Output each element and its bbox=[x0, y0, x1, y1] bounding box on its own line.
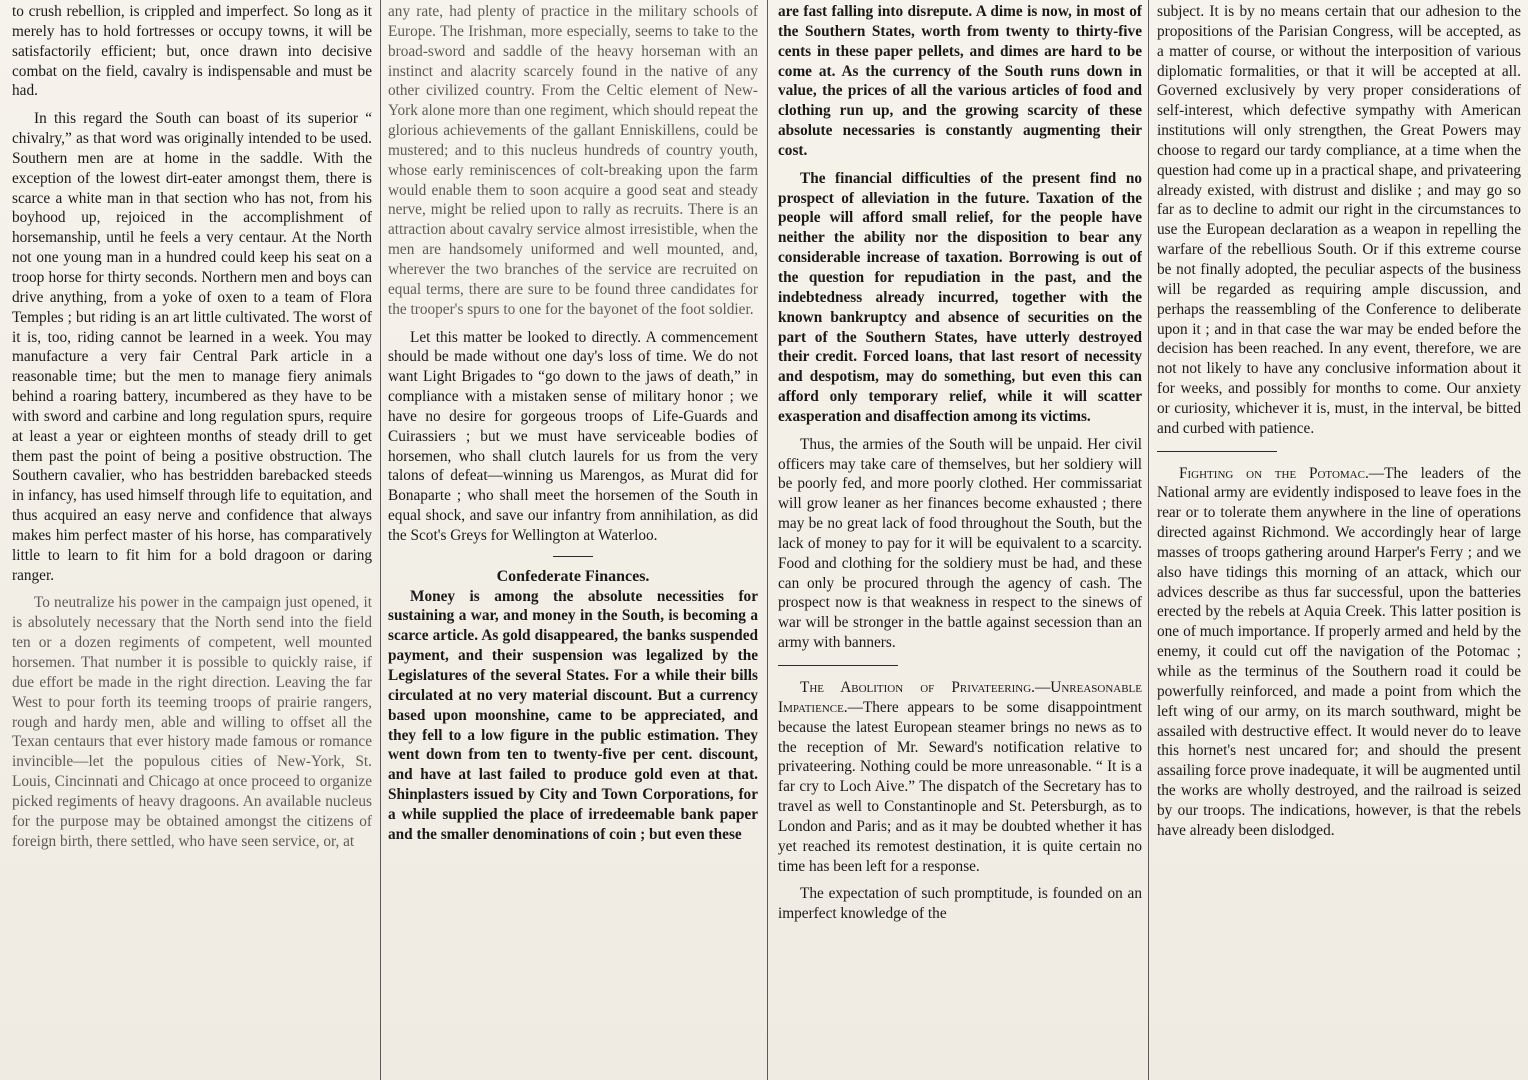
paragraph: In this regard the South can boast of its superior “ chivalry,” as that word was originally intended to be used. Southern men are at home in the saddle. With the exception of the lowest dirt-eater amongst them, there is scarce a white man in that section who has not, from his boyhood up, rejoiced in the accomplishment of horsemanship, until he feels a very centaur. At the North not one young man in a hundred could keep his seat on a troop horse for thirty seconds. Northern men and boys can drive anything, from a yoke of oxen to a team of Flora Temples ; but riding is an art little cultivated. The worst of it is, too, riding cannot be learned in a week. You may manufacture a very fair Central Park article in a reasonable time; but the men to manage fiery animals behind a roaring battery, incumbered as they have to be with sword and carbine and long regulation spurs, require at least a year or eighteen months of steady drill to get them past the point of being a positive obstruction. The Southern cavalier, who has bestridden barebacked steeds in infancy, has used himself through life to equitation, and thus acquired an easy nerve and confidence that always makes him perfect master of his horse, has comparatively little to learn to fit him for a bold dragoon or daring ranger. bbox=[12, 110, 372, 584]
column-2 bbox=[388, 2, 758, 1076]
paragraph: Money is among the absolute necessities for sustaining a war, and money in the South, is becoming a scarce article. As gold disappeared, the banks suspended payment, and their suspension was legalized by the Legislatures of the several States. For a while their bills circulated at no very material discount. But a currency based upon moonshine, came to be appreciated, and they fell to a low figure in the public estimation. They went down from ten to twenty-five per cent. discount, and have at last failed to produce gold even at that. Shinplasters issued by City and Town Corporations, for a while supplied the place of irredeemable bank paper and the smaller denominations of coin ; but even these bbox=[388, 587, 758, 843]
paragraph: Thus, the armies of the South will be unpaid. Her civil officers may take care of themselves, but her soldiery will be poorly fed, and more poorly clothed. Her commissariat will grow leaner as her finances become exhausted ; there may be no great lack of food throughout the South, but the lack of money to pay for it will be equivalent to a scarcity. Food and clothing for the soldiery must be had, and these can only be procured through the agency of cash. The prospect now is that weakness in respect to the sinews of war will be stronger in the battle against secession than an army with banners. bbox=[778, 435, 1142, 652]
article-separator bbox=[1157, 451, 1277, 452]
paragraph: subject. It is by no means certain that our adhesion to the propositions of the Parisian Congress, will be accepted, as a matter of course, or without the interposition of various diplomatic formalities, or that it will be accepted at all. Governed exclusively by very proper considerations of self-interest, which defective sympathy with American institutions will only strengthen, the Great Powers may choose to regard our tardy compliance, at a time when the question had come up in a practical shape, and privateering already existed, with distrust and dislike ; and may go so far as to decline to admit our right in the circumstances to use the European declaration as a weapon in repelling the warfare of the rebellious South. Or if this extreme course be not finally adopted, the peculiar aspects of the business will be regarded as requiring ample discussion, and perhaps the reassembling of the Conference to deliberate upon it ; and in that case the war may be ended before the decision has been reached. In any event, therefore, we are not not likely to have any conclusive information about it for weeks, and possibly for months to come. Our anxiety or curiosity, whichever it is, must, in the interval, be bitted and curbed with patience. bbox=[1157, 3, 1521, 437]
paragraph: are fast falling into disrepute. A dime is now, in most of the Southern States, worth from twenty to thirty-five cents in these paper pellets, and dimes are hard to be come at. As the currency of the South runs down in value, the prices of all the various articles of food and clothing run up, and the growing scarcity of these absolute necessaries is constantly augmenting their cost. bbox=[778, 3, 1142, 159]
paragraph: The financial difficulties of the present find no prospect of alleviation in the future. Taxation of the people will afford small relief, for the people have neither the ability nor the disposition to bear any considerable increase of taxation. Borrowing is out of the question for repudiation in the past, and the indebtedness already incurred, together with the known bankruptcy and absence of securities on the part of the Southern States, have utterly destroyed their credit. Forced loans, that last resort of necessity and despotism, may do something, but even this can afford only temporary relief, while it will scatter exasperation and disaffection among its victims. bbox=[778, 169, 1142, 425]
paragraph: to crush rebellion, is crippled and imperfect. So long as it merely has to hold fortresses or occupy towns, it will be satisfactorily efficient; but, once drawn into decisive combat on the field, cavalry is indispensable and must be had. bbox=[12, 3, 372, 100]
paragraph: To neutralize his power in the campaign just opened, it is absolutely necessary that the North send into the field ten or a dozen regiments of competent, well mounted horsemen. That number it is possible to quickly raise, if due effort be made in the right direction. Leaving the far West to pour forth its teeming troops of prairie rangers, rough and hardy men, able and willing to offset all the Texan centaurs that ever history made famous or romance invincible—let the populous cities of New-York, St. Louis, Cincinnati and Chicago at once proceed to organize picked regiments of heavy dragoons. An available nucleus for the purpose may be obtained amongst the citizens of foreign birth, there settled, who have seen service, or, at bbox=[12, 594, 372, 850]
paragraph: Let this matter be looked to directly. A commencement should be made without one day's loss of time. We do not want Light Brigades to “go down to the jaws of death,” in compliance with a mistaken sense of military honor ; we have no desire for gorgeous troops of Life-Guards and Cuirassiers ; but we must have serviceable bodies of horsemen, who shall clutch laurels for us from the very talons of defeat—winning us Marengos, as Murat did for Bonaparte ; who shall meet the horsemen of the South in equal shock, and save our infantry from annihilation, as did the Scot's Greys for Wellington at Waterloo. bbox=[388, 328, 758, 544]
paragraph-text: —The leaders of the National army are evidently indisposed to leave foes in the rear or to tolerate them anywhere in the line of operations directed against Richmond. We accordingly hear of large masses of troops gathering around Harper's Ferry ; and we also have tidings this morning of an attack, which our advices describe as thus far successful, upon the batteries erected by the rebels at Aquia Creek. This latter position is one of much importance. If properly armed and held by the enemy, it could cut off the navigation of the Potomac ; while as the terminus of the Southern road it could be powerfully reinforced, and made a point from which the left wing of our army, on its march southward, might be assailed with destructive effect. It would never do to leave this hornet's nest uncared for; and should the present assailing force prove inadequate, it will be augmented until the works are wholly destroyed, and the railroad is seized by our troops. The indications, however, is that the rebels have already been dislodged. bbox=[1157, 464, 1521, 839]
article-heading: Confederate Finances. bbox=[496, 567, 650, 585]
article-separator bbox=[553, 556, 593, 557]
column-4 bbox=[1157, 2, 1521, 1076]
article-separator bbox=[778, 665, 898, 666]
column-rule bbox=[1148, 0, 1149, 1080]
column-3 bbox=[778, 2, 1142, 1076]
paragraph: The expectation of such promptitude, is founded on an imperfect knowledge of the bbox=[778, 885, 1142, 923]
column-1 bbox=[12, 2, 372, 1076]
paragraph bbox=[1157, 464, 1521, 841]
paragraph-text: —There appears to be some disappointment because the latest European steamer brings no news as to the reception of Mr. Seward's notification relative to privateering. Nothing could be more unreasonable. “ It is a far cry to Loch Aive.” The dispatch of the Secretary has to travel as well to Constantinople and St. Petersburgh, as to London and Paris; and as it may be doubted whether it has yet reached its remotest destination, it is quite certain no time has been left for a response. bbox=[778, 698, 1142, 875]
paragraph bbox=[778, 678, 1142, 876]
article-label: Fighting on the Potomac. bbox=[1179, 464, 1369, 482]
paragraph: any rate, had plenty of practice in the military schools of Europe. The Irishman, more especially, seems to take to the broad-sword and saddle of the heavy horseman with an instinct and alacrity scarcely found in the native of any other civilized country. From the Celtic element of New-York alone more than one regiment, which should repeat the glorious achievements of the gallant Enniskillens, could be mustered; and to this nucleus hundreds of country youth, whose early reminiscences of colt-breaking upon the farm would enable them to soon acquire a good seat and steady nerve, might be relied upon to rally as recruits. There is an attraction about cavalry service almost irresistible, when the men are handsomely uniformed and well mounted, and, wherever the two branches of the service are recruited on equal terms, there are sure to be found three candidates for the trooper's spurs to one for the bayonet of the foot soldier. bbox=[388, 3, 758, 318]
article-label: The Abolition of Privateering.—Unreasonable Impatience. bbox=[778, 679, 1142, 716]
column-rule bbox=[380, 0, 381, 1080]
column-rule bbox=[767, 0, 768, 1080]
